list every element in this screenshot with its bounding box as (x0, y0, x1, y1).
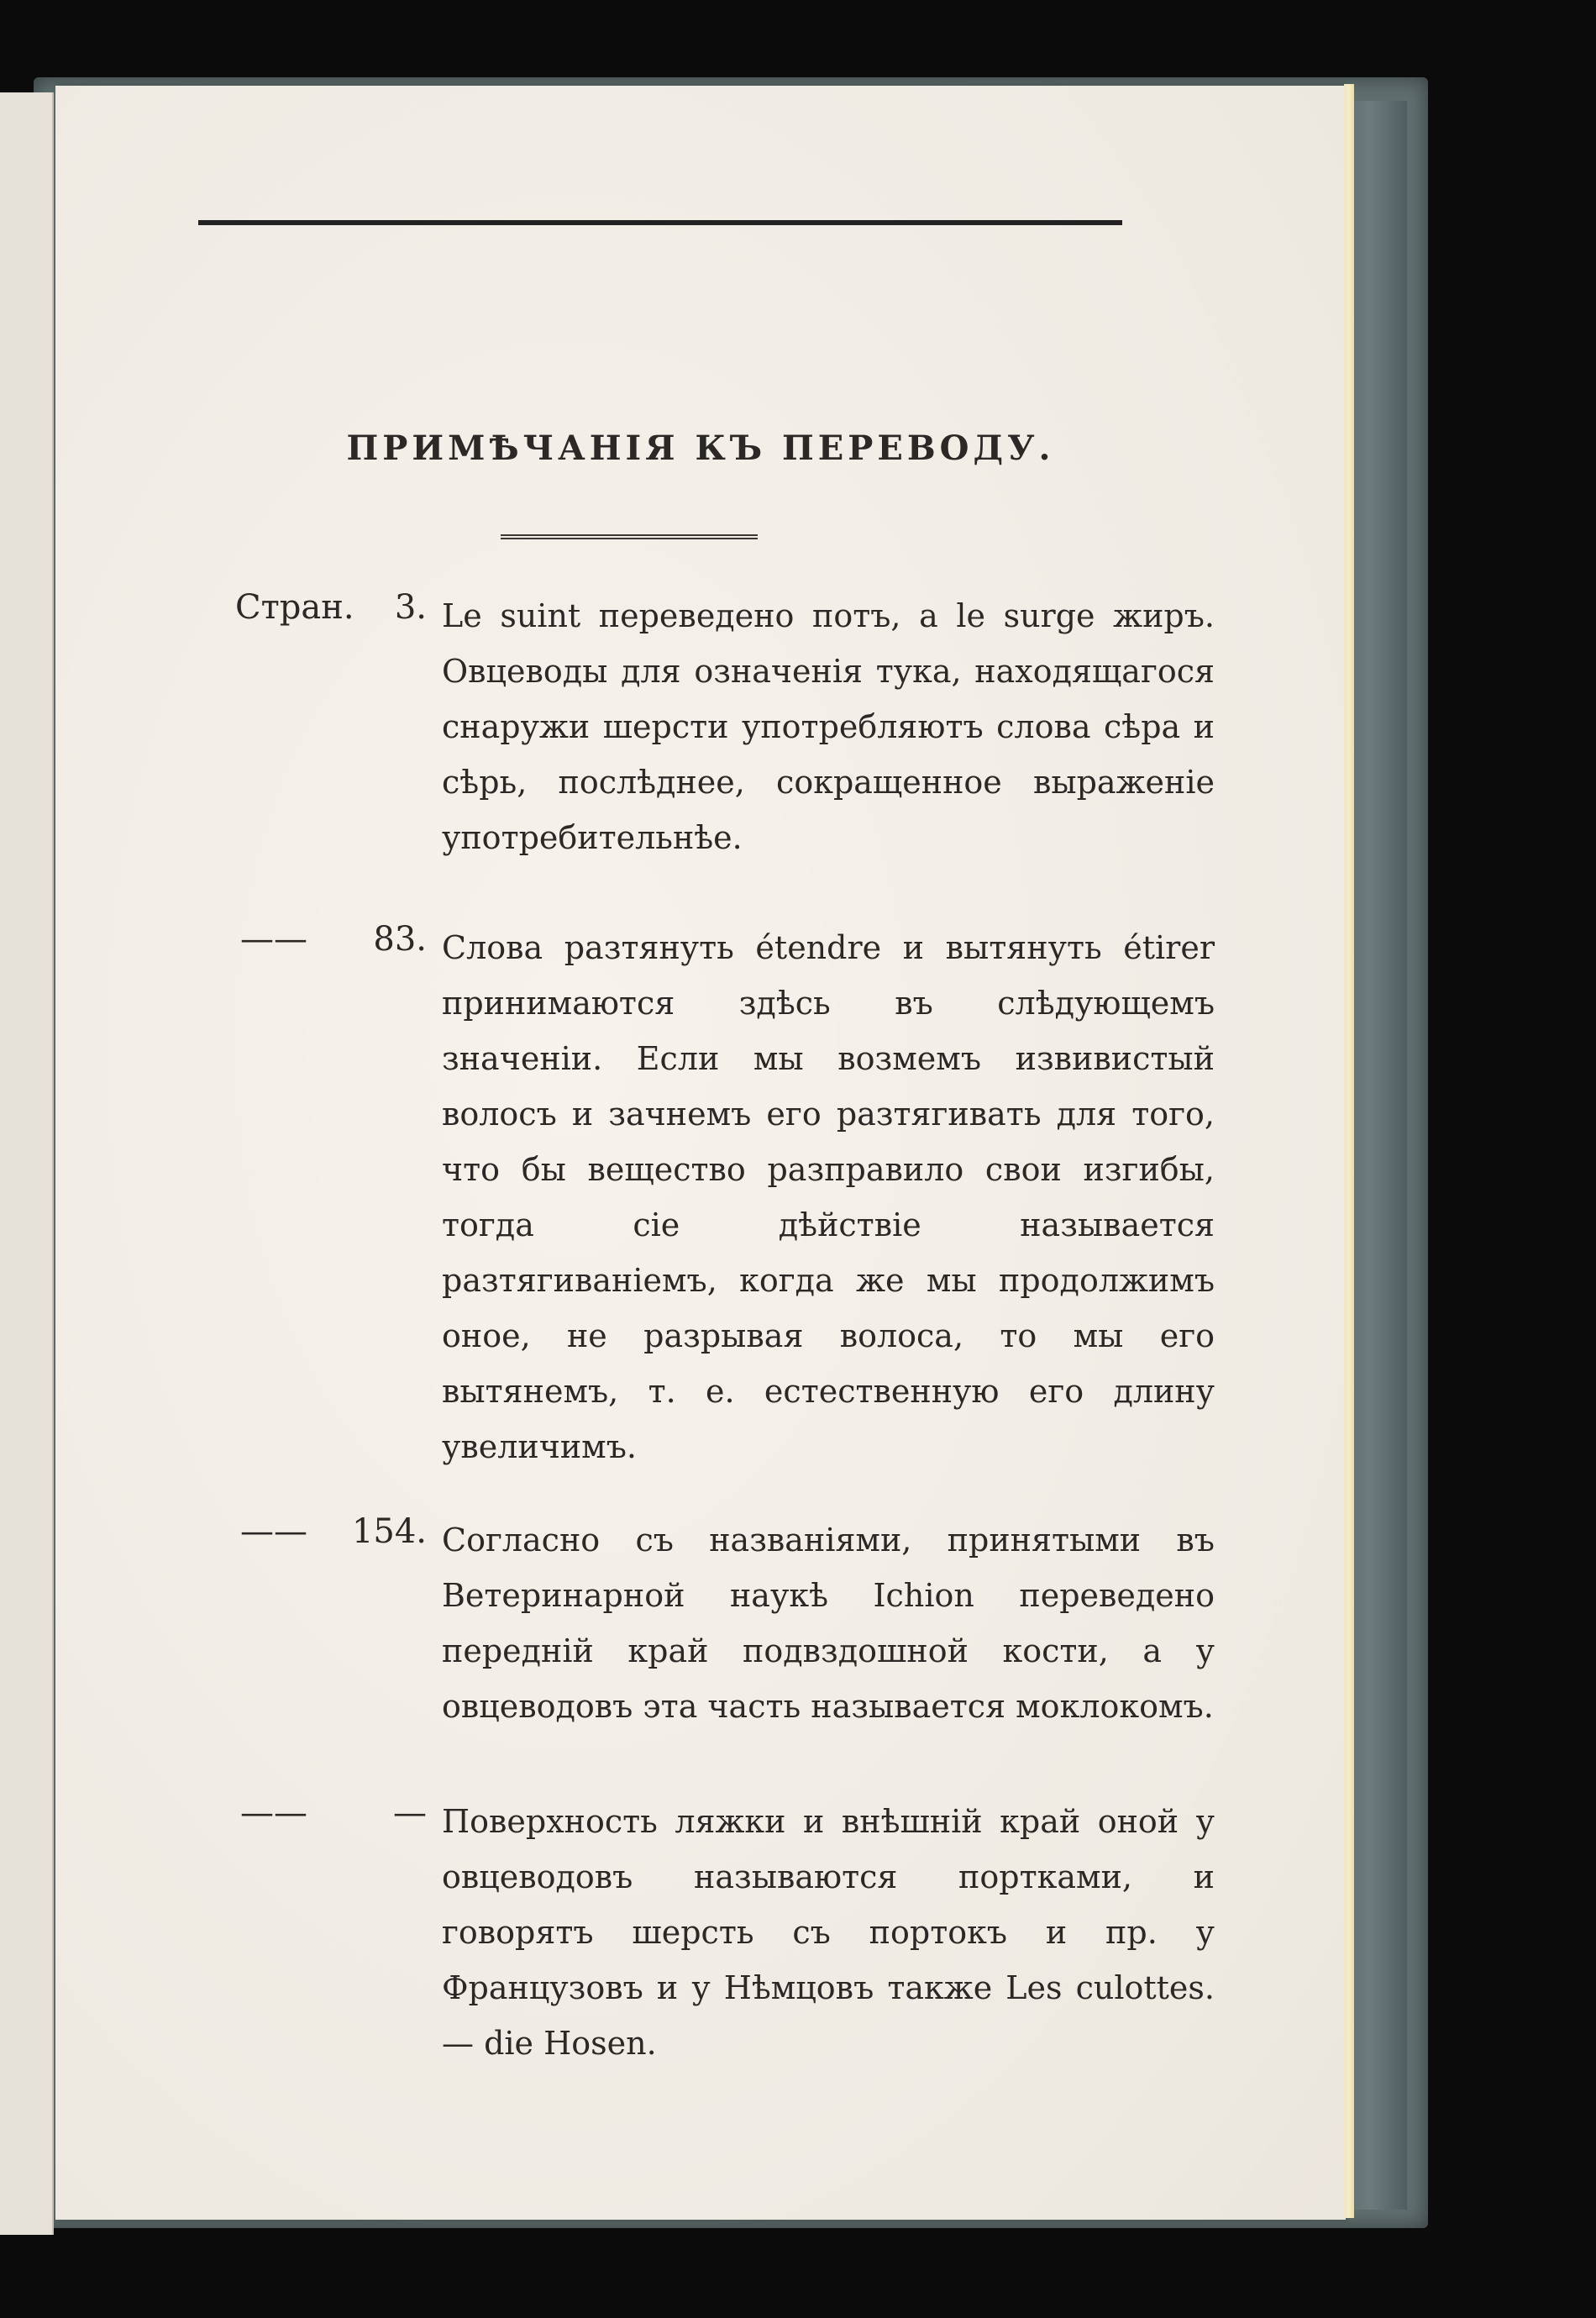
note-text: Поверхность ляжки и внѣшній край оной у овцеводовъ называются портками, и говорятъ шерсть съ портокъ и пр. у Французовъ и у Нѣмцовъ также Les culottes. — die Hosen. (442, 1803, 1215, 2062)
note-text: Le suint переведено потъ, а le surge жиръ. Овцеводы для означенія тука, находящагося снаружи шерсти употребляютъ слова сѣра и сѣрь, послѣднее, сокращенное выраженіе употребительнѣе. (442, 597, 1215, 856)
note-ditto-dash: —— (240, 920, 307, 959)
note-page-number: — (393, 1794, 427, 1832)
note-ditto-dash: —— (240, 1512, 307, 1551)
note-page-number: 3. (394, 588, 427, 627)
note-text: Согласно съ названіями, принятыми въ Ветеринарной наукѣ Ichion переведено передній край подвздошной кости, а у овцеводовъ эта часть называется моклокомъ. (442, 1522, 1215, 1725)
note-text: Слова разтянуть étendre и вытянуть étirer принимаются здѣсь въ слѣдующемъ значеніи. Если мы возмемъ извивистый волосъ и зачнемъ его разтягивать для того, что бы вещество разправило свои изгибы, тогда сіе дѣйствіе называется разтягиваніемъ, когда же мы продолжимъ оное, не разрывая волоса, то мы его вытянемъ, т. е. естественную его длину увеличимъ. (442, 929, 1215, 1465)
note-page-number: 154. (351, 1512, 427, 1551)
page-title: ПРИМѢЧАНІЯ КЪ ПЕРЕВОДУ. (346, 428, 1055, 468)
note-ditto-dash: —— (240, 1794, 307, 1832)
note-label: Стран. (235, 588, 354, 627)
note-page-number: 83. (373, 920, 427, 959)
notes-list (55, 0, 1346, 2134)
facing-page-edge (0, 92, 54, 2235)
